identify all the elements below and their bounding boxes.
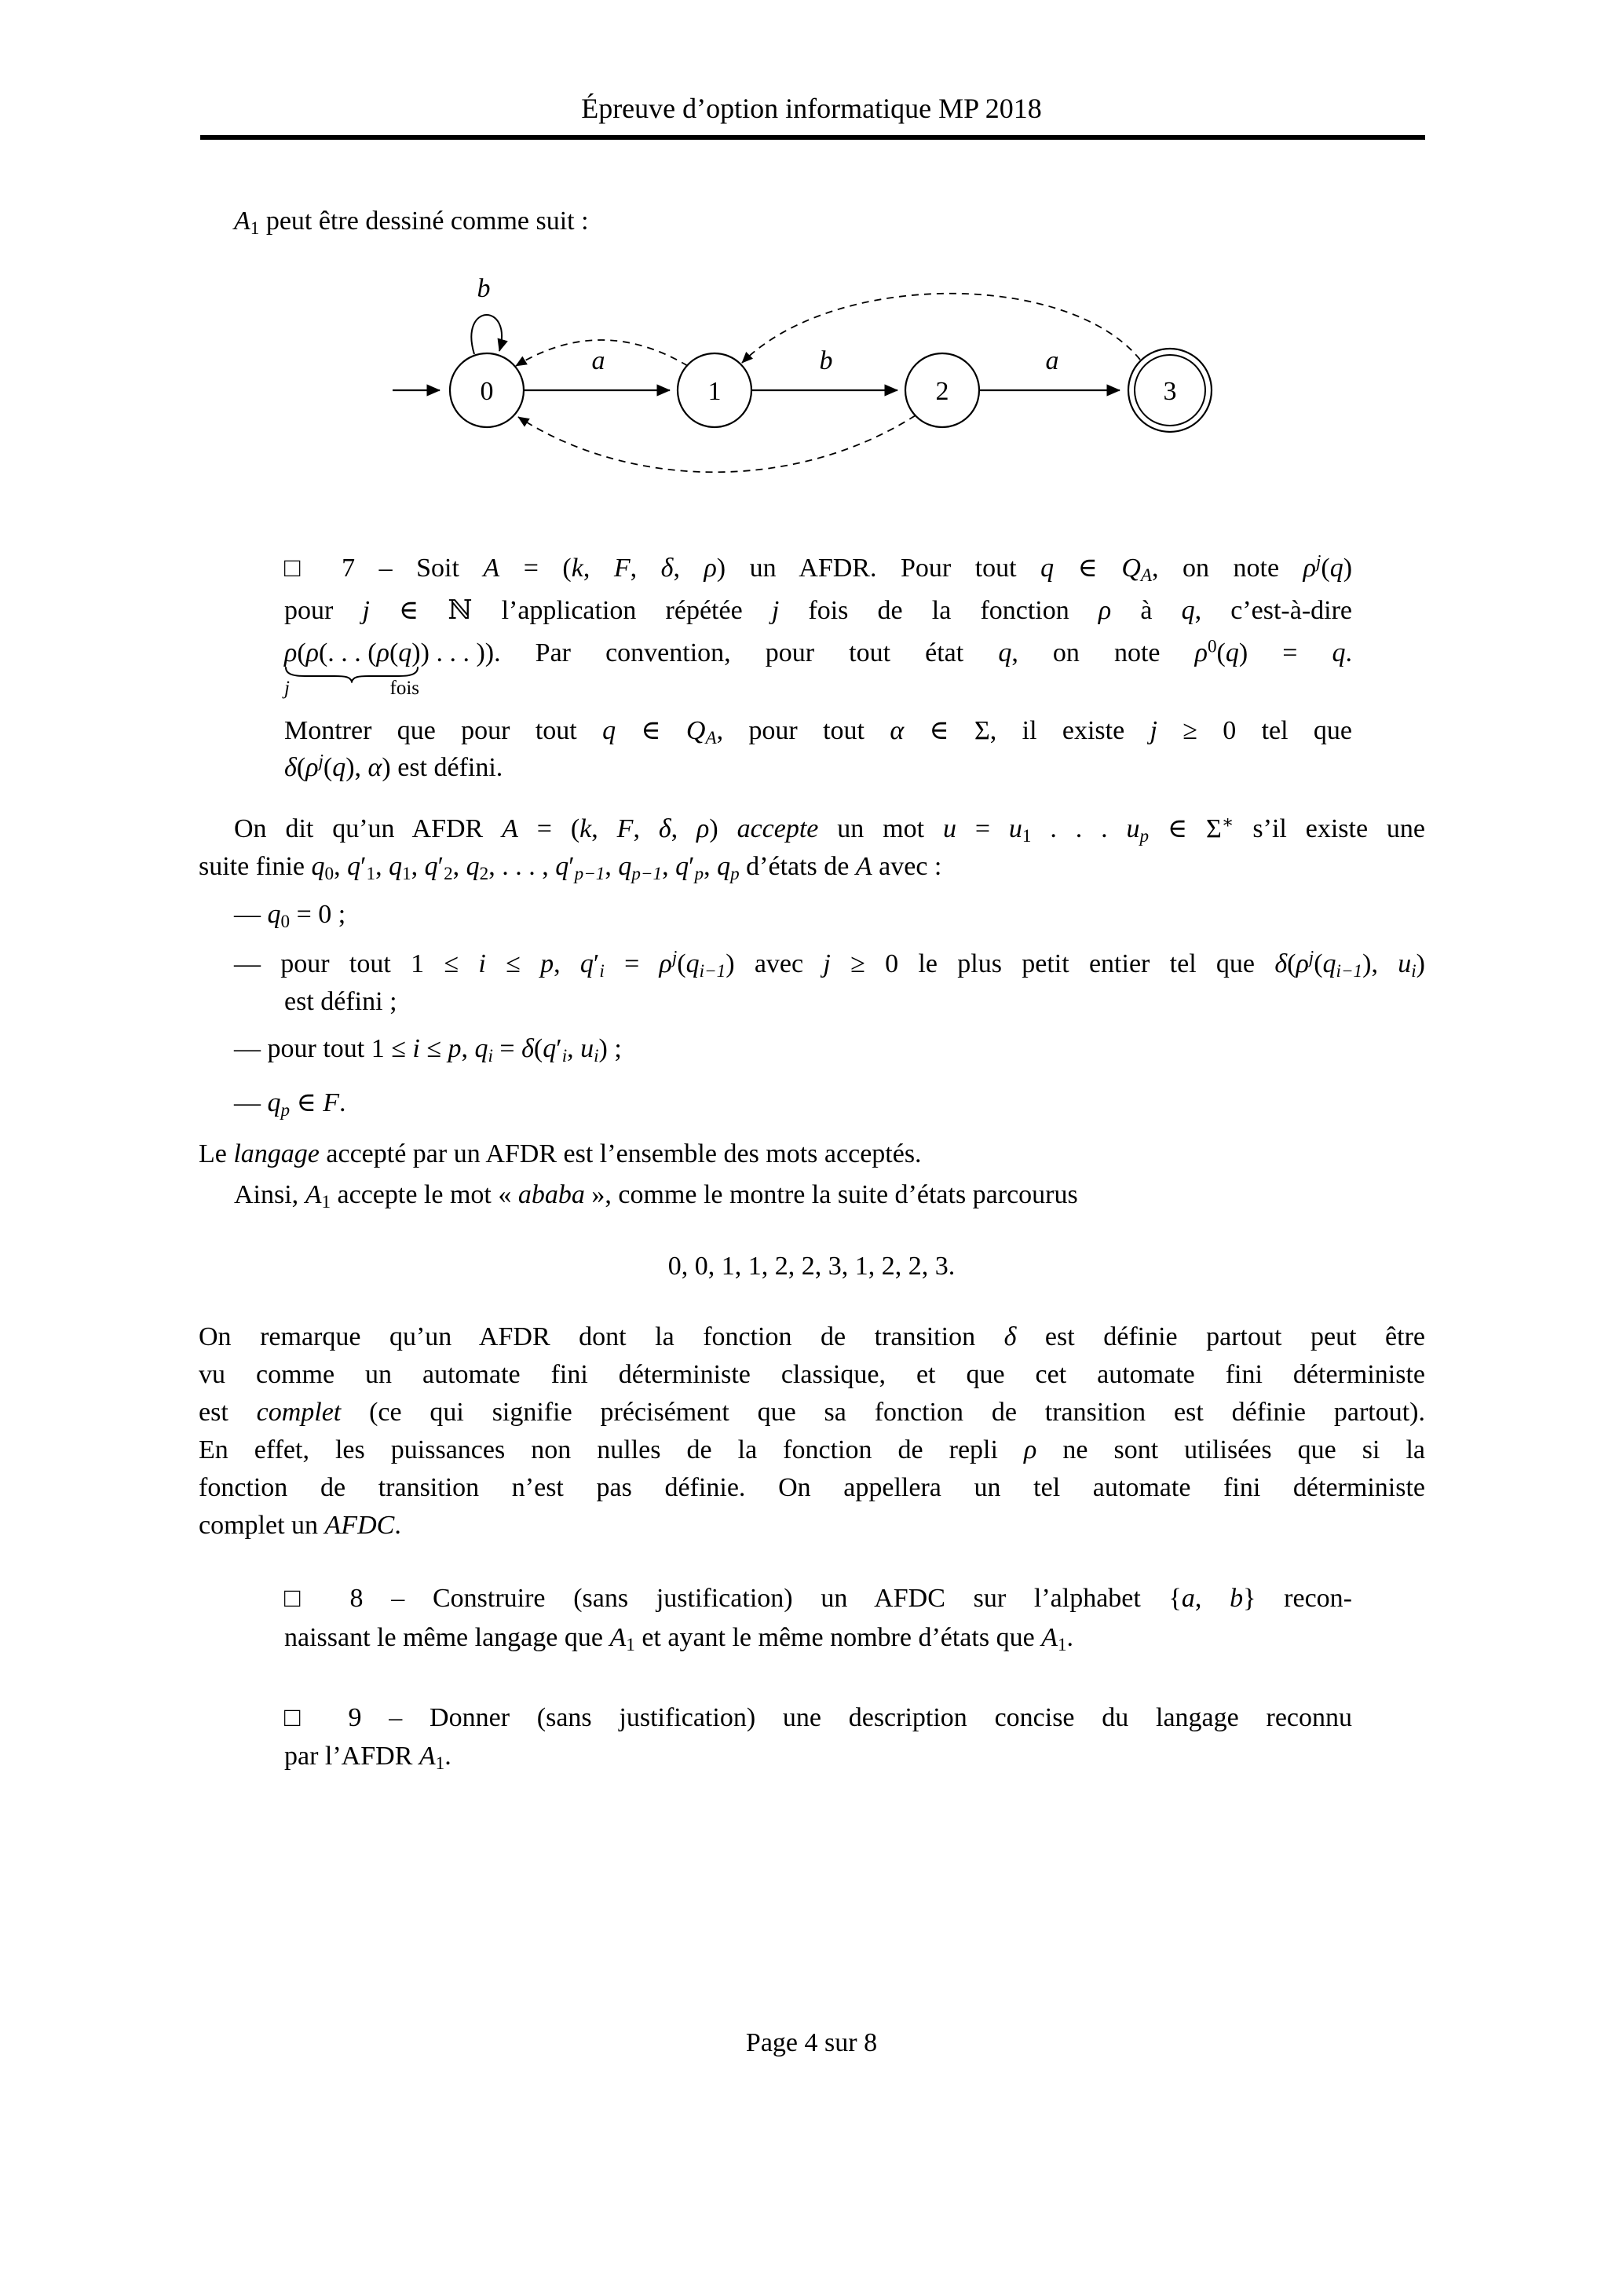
repeated-rho-expression: ρ(ρ(. . . (ρ(q)) . . . )) (284, 638, 495, 667)
bullet-item-4: — $q_p$ ∈ F. (234, 1088, 346, 1121)
bullet-item-1: — $q_0 = 0$ ; (234, 900, 346, 932)
question-7-line-5: $\delta(\rho^j(q)$, α) est défini. (284, 751, 503, 782)
underbrace-label: j fois (284, 678, 419, 699)
question-7-line-4: Montrer que pour tout q ∈ $Q_A$, pour tout α ∈ Σ, il existe j ≥ 0 tel que (284, 716, 1353, 748)
question-9-line-1: □ 9 – Donner (sans justification) une description concise du langage reconnu (284, 1703, 1352, 1732)
question-7-line-3-rest: . Par convention, pour tout état q, on note $\rho^0(q) = q$. (494, 636, 1353, 667)
question-9-line-2: par l’AFDR $A_1$. (284, 1742, 451, 1774)
question-8-line-1: □ 8 – Construire (sans justification) un AFDC sur l’alphabet {a, b} recon- (284, 1584, 1352, 1613)
header-rule (200, 135, 1425, 140)
edge-2-3-label: a (1045, 346, 1059, 375)
accept-def-line-1: On dit qu’un AFDR A = (k, F, δ, ρ) accepte un mot $u = u_1$ . . . $u_p$ ∈ Σ∗ s’il existe une (234, 812, 1426, 846)
edge-1-2-label: b (819, 346, 833, 375)
remark-line-2: vu comme un automate fini déterministe classique, et que cet automate fini déterministe (199, 1360, 1425, 1389)
state-3-label: 3 (1163, 377, 1177, 406)
underbraced-expression (284, 633, 495, 699)
remark-line-5: fonction de transition n’est pas définie. On appellera un tel automate fini déterministe (199, 1473, 1425, 1502)
question-7-line-3 (284, 633, 1353, 699)
state-1 (678, 353, 751, 427)
remark-line-4: En effet, les puissances non nulles de la fonction de repli ρ ne sont utilisées que si la (199, 1435, 1425, 1464)
question-8-line-2: naissant le même langage que $A_1$ et ayant le même nombre d’états que $A_1$. (284, 1623, 1074, 1655)
language-line-1: Le langage accepté par un AFDR est l’ensemble des mots acceptés. (199, 1139, 922, 1168)
footer-page-number: Page 4 sur 8 (745, 2028, 878, 2057)
state-1-label: 1 (707, 377, 722, 406)
state-0 (450, 353, 524, 427)
page-title: Épreuve d’option informatique MP 2018 (581, 93, 1042, 124)
language-line-2: Ainsi, $A_1$ accepte le mot « ababa », comme le montre la suite d’états parcourus (234, 1180, 1078, 1212)
fold-edge-3-1 (742, 294, 1140, 363)
intro-line: $A_1$ peut être dessiné comme suit : (234, 207, 589, 239)
accept-def-line-2: suite finie $q_0$, $q'_1$, $q_1$, $q'_2$, $q_2$, . . . , $q'_{p-1}$, $q_{p-1}$, $q'_p$, $q_p$ d’états de A avec : (199, 852, 942, 884)
state-2 (905, 353, 979, 427)
state-0-label: 0 (480, 377, 494, 406)
bullet-item-3: — pour tout 1 ≤ i ≤ p, $q_i = \delta(q'_i$, $u_i$) ; (234, 1034, 622, 1066)
question-7-line-2: pour j ∈ ℕ l’application répétée j fois de la fonction ρ à q, c’est-à-dire (284, 596, 1353, 625)
bullet-item-2-cont: est défini ; (284, 987, 397, 1016)
automaton-diagram (338, 255, 1311, 514)
state-2-label: 2 (935, 377, 949, 406)
bullet-item-2: — pour tout 1 ≤ i ≤ p, $q'_i = \rho^j(q_{i-1})$ avec j ≥ 0 le plus petit entier tel que $\delta(\rho^j(q_{i-1})$, $u_i$) (234, 947, 1425, 982)
state-3-final (1128, 349, 1212, 432)
remark-line-3: est complet (ce qui signifie précisément que sa fonction de transition est définie partout). (199, 1398, 1425, 1427)
question-7-line-1: □ 7 – Soit A = (k, F, δ, ρ) un AFDR. Pour tout q ∈ $Q_A$, on note $\rho^j(q)$ (284, 551, 1353, 586)
self-loop-label: b (477, 274, 491, 303)
state-sequence: 0, 0, 1, 1, 2, 2, 3, 1, 2, 2, 3. (667, 1252, 956, 1281)
edge-0-1-label: a (591, 346, 605, 375)
remark-line-1: On remarque qu’un AFDR dont la fonction de transition δ est définie partout peut être (199, 1322, 1425, 1351)
self-loop-edge (471, 315, 502, 354)
remark-line-6: complet un AFDC. (199, 1511, 401, 1540)
